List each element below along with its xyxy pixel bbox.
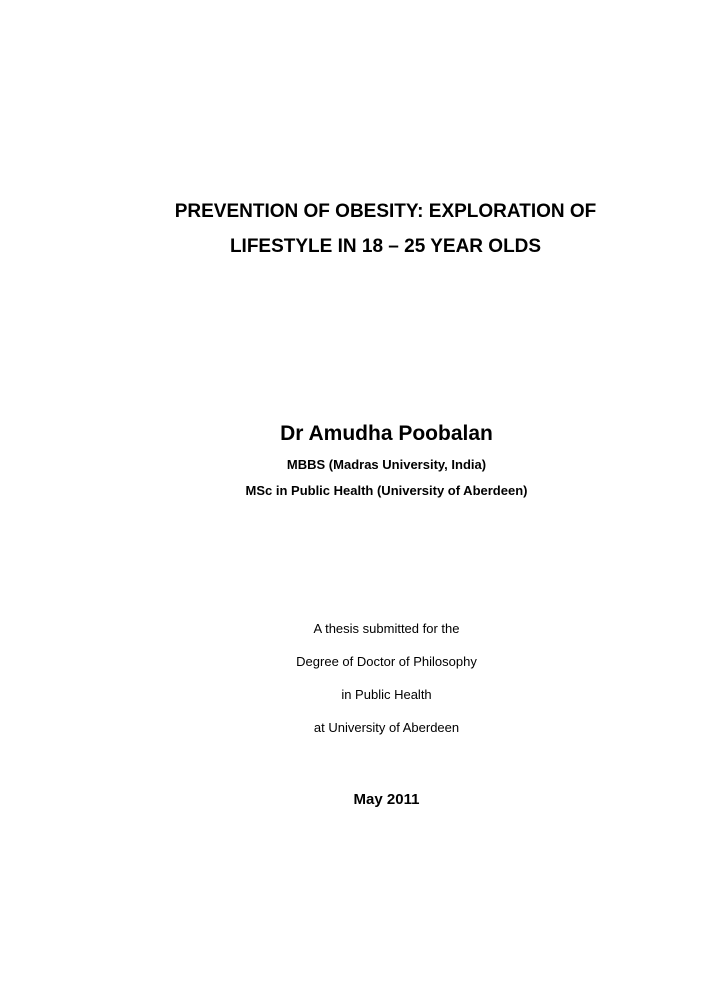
thesis-title-line-2: LIFESTYLE IN 18 – 25 YEAR OLDS [229, 236, 542, 257]
submission-line-4: at University of Aberdeen [313, 720, 460, 735]
author-name: Dr Amudha Poobalan [280, 422, 493, 445]
submission-line-3: in Public Health [341, 687, 432, 702]
author-credential-mbbs: MBBS (Madras University, India) [286, 457, 487, 472]
submission-line-1: A thesis submitted for the [313, 621, 460, 636]
author-credential-msc: MSc in Public Health (University of Aberdeen) [245, 483, 528, 498]
submission-line-2: Degree of Doctor of Philosophy [296, 654, 477, 669]
thesis-title-line-1: PREVENTION OF OBESITY: EXPLORATION OF [174, 201, 597, 222]
submission-date: May 2011 [353, 791, 420, 808]
